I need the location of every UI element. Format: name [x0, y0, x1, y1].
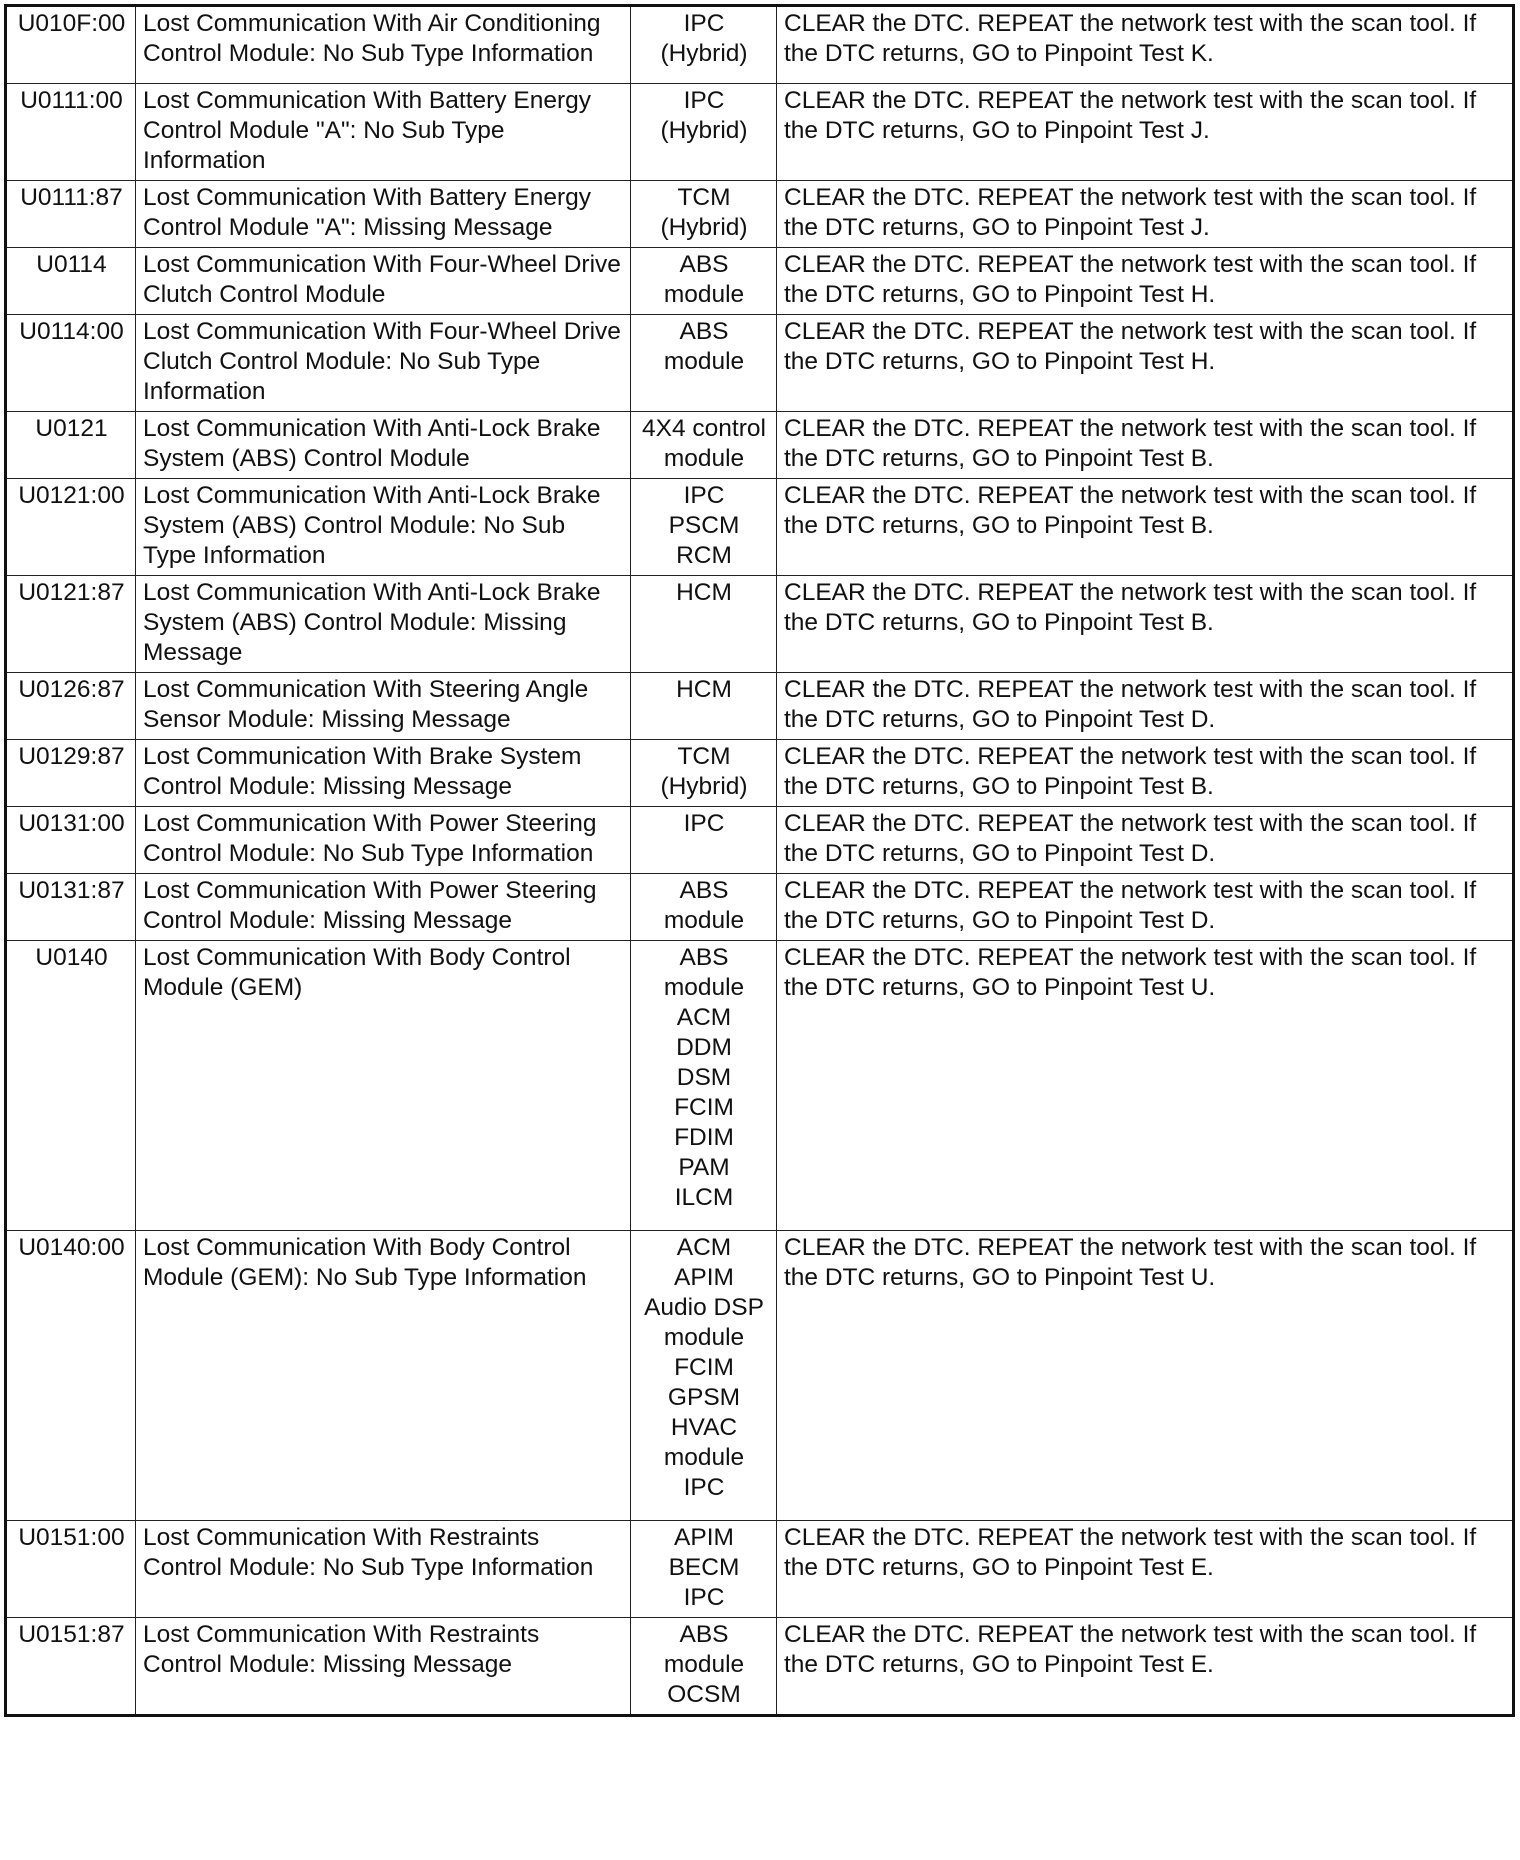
dtc-description: Lost Communication With Restraints Control Module: Missing Message: [136, 1618, 631, 1716]
module-name: ABS: [679, 318, 729, 345]
table-row: [6, 6, 1514, 84]
setting-modules: [631, 315, 777, 412]
module-name: ACM: [676, 1234, 732, 1261]
table-row: [6, 181, 1514, 248]
dtc-description: Lost Communication With Brake System Control Module: Missing Message: [136, 740, 631, 807]
setting-modules: [631, 412, 777, 479]
table-row: [6, 576, 1514, 673]
setting-modules: [631, 181, 777, 248]
table-row: [6, 315, 1514, 412]
dtc-description: Lost Communication With Restraints Control Module: No Sub Type Information: [136, 1521, 631, 1618]
dtc-code: U0151:00: [6, 1521, 136, 1618]
module-name: GPSM: [667, 1384, 741, 1411]
module-name: IPC: [683, 1474, 725, 1501]
table-row: [6, 248, 1514, 315]
dtc-code: U010F:00: [6, 6, 136, 84]
module-name: PSCM: [668, 512, 740, 539]
table-row: [6, 807, 1514, 874]
setting-modules: [631, 807, 777, 874]
dtc-code: U0121: [6, 412, 136, 479]
dtc-code: U0131:00: [6, 807, 136, 874]
dtc-code: U0111:00: [6, 84, 136, 181]
dtc-action: CLEAR the DTC. REPEAT the network test with the scan tool. If the DTC returns, GO to Pinpoint Test J.: [777, 84, 1514, 181]
module-name: (Hybrid): [660, 40, 748, 67]
module-name: ACM: [676, 1004, 732, 1031]
module-name: ABS: [679, 877, 729, 904]
module-name: ABS: [679, 1621, 729, 1648]
module-name: APIM: [674, 1524, 734, 1551]
dtc-table: [4, 4, 1515, 1717]
table-row: [6, 1521, 1514, 1618]
table-row: [6, 740, 1514, 807]
module-name: module: [663, 348, 745, 375]
dtc-action: CLEAR the DTC. REPEAT the network test with the scan tool. If the DTC returns, GO to Pinpoint Test D.: [777, 874, 1514, 941]
module-name: ILCM: [674, 1184, 734, 1211]
dtc-description: Lost Communication With Steering Angle Sensor Module: Missing Message: [136, 673, 631, 740]
setting-modules: [631, 673, 777, 740]
dtc-action: CLEAR the DTC. REPEAT the network test with the scan tool. If the DTC returns, GO to Pinpoint Test H.: [777, 315, 1514, 412]
dtc-description: Lost Communication With Body Control Module (GEM): [136, 941, 631, 1231]
dtc-action: CLEAR the DTC. REPEAT the network test with the scan tool. If the DTC returns, GO to Pinpoint Test K.: [777, 6, 1514, 84]
module-name: DDM: [676, 1034, 732, 1061]
module-name: ABS: [679, 944, 729, 971]
table-row: [6, 1618, 1514, 1716]
dtc-code: U0140:00: [6, 1231, 136, 1521]
setting-modules: [631, 1521, 777, 1618]
module-name: IPC: [683, 1584, 725, 1611]
dtc-code: U0129:87: [6, 740, 136, 807]
setting-modules: [631, 576, 777, 673]
dtc-action: CLEAR the DTC. REPEAT the network test with the scan tool. If the DTC returns, GO to Pinpoint Test B.: [777, 479, 1514, 576]
setting-modules: [631, 1618, 777, 1716]
dtc-description: Lost Communication With Four-Wheel Drive Clutch Control Module: [136, 248, 631, 315]
module-name: PAM: [678, 1154, 730, 1181]
dtc-description: Lost Communication With Battery Energy Control Module "A": Missing Message: [136, 181, 631, 248]
dtc-description: Lost Communication With Four-Wheel Drive Clutch Control Module: No Sub Type Information: [136, 315, 631, 412]
dtc-code: U0114:00: [6, 315, 136, 412]
module-name: FCIM: [674, 1354, 734, 1381]
dtc-action: CLEAR the DTC. REPEAT the network test with the scan tool. If the DTC returns, GO to Pinpoint Test E.: [777, 1618, 1514, 1716]
module-name: module: [663, 974, 745, 1001]
module-name: IPC: [683, 810, 725, 837]
dtc-code: U0140: [6, 941, 136, 1231]
setting-modules: [631, 874, 777, 941]
module-name: HCM: [676, 579, 732, 606]
dtc-code: U0126:87: [6, 673, 136, 740]
dtc-action: CLEAR the DTC. REPEAT the network test with the scan tool. If the DTC returns, GO to Pinpoint Test E.: [777, 1521, 1514, 1618]
dtc-action: CLEAR the DTC. REPEAT the network test with the scan tool. If the DTC returns, GO to Pinpoint Test B.: [777, 576, 1514, 673]
dtc-action: CLEAR the DTC. REPEAT the network test with the scan tool. If the DTC returns, GO to Pinpoint Test U.: [777, 941, 1514, 1231]
module-name: module: [663, 281, 745, 308]
table-row: [6, 84, 1514, 181]
setting-modules: [631, 479, 777, 576]
dtc-action: CLEAR the DTC. REPEAT the network test with the scan tool. If the DTC returns, GO to Pinpoint Test D.: [777, 807, 1514, 874]
dtc-action: CLEAR the DTC. REPEAT the network test with the scan tool. If the DTC returns, GO to Pinpoint Test J.: [777, 181, 1514, 248]
dtc-action: CLEAR the DTC. REPEAT the network test with the scan tool. If the DTC returns, GO to Pinpoint Test U.: [777, 1231, 1514, 1521]
module-name: TCM: [677, 184, 731, 211]
table-row: [6, 479, 1514, 576]
dtc-description: Lost Communication With Anti-Lock Brake System (ABS) Control Module: Missing Message: [136, 576, 631, 673]
dtc-table-body: [6, 6, 1514, 1716]
module-name: (Hybrid): [660, 773, 748, 800]
setting-modules: [631, 84, 777, 181]
dtc-code: U0121:87: [6, 576, 136, 673]
module-name: (Hybrid): [660, 214, 748, 241]
module-name: OCSM: [667, 1681, 741, 1708]
setting-modules: [631, 248, 777, 315]
module-name: TCM: [677, 743, 731, 770]
dtc-action: CLEAR the DTC. REPEAT the network test with the scan tool. If the DTC returns, GO to Pinpoint Test H.: [777, 248, 1514, 315]
table-row: [6, 673, 1514, 740]
setting-modules: [631, 740, 777, 807]
module-name: Audio DSP: [644, 1294, 764, 1321]
module-name: module: [663, 1324, 745, 1351]
dtc-description: Lost Communication With Anti-Lock Brake System (ABS) Control Module: No Sub Type Information: [136, 479, 631, 576]
module-name: DSM: [676, 1064, 732, 1091]
module-name: IPC: [683, 482, 725, 509]
module-name: HCM: [676, 676, 732, 703]
dtc-code: U0114: [6, 248, 136, 315]
dtc-description: Lost Communication With Body Control Module (GEM): No Sub Type Information: [136, 1231, 631, 1521]
dtc-code: U0131:87: [6, 874, 136, 941]
module-name: RCM: [676, 542, 732, 569]
dtc-description: Lost Communication With Anti-Lock Brake System (ABS) Control Module: [136, 412, 631, 479]
setting-modules: [631, 941, 777, 1231]
module-name: module: [663, 1444, 745, 1471]
module-name: FCIM: [674, 1094, 734, 1121]
dtc-action: CLEAR the DTC. REPEAT the network test with the scan tool. If the DTC returns, GO to Pinpoint Test B.: [777, 412, 1514, 479]
module-name: ABS: [679, 251, 729, 278]
table-row: [6, 874, 1514, 941]
module-name: module: [663, 907, 745, 934]
setting-modules: [631, 6, 777, 84]
dtc-description: Lost Communication With Power Steering Control Module: No Sub Type Information: [136, 807, 631, 874]
module-name: module: [663, 445, 745, 472]
module-name: BECM: [668, 1554, 740, 1581]
table-row: [6, 941, 1514, 1231]
table-row: [6, 1231, 1514, 1521]
dtc-code: U0111:87: [6, 181, 136, 248]
module-name: IPC: [683, 87, 725, 114]
module-name: IPC: [683, 10, 725, 37]
module-name: HVAC: [670, 1414, 738, 1441]
module-name: FDIM: [674, 1124, 734, 1151]
dtc-action: CLEAR the DTC. REPEAT the network test with the scan tool. If the DTC returns, GO to Pinpoint Test B.: [777, 740, 1514, 807]
dtc-code: U0121:00: [6, 479, 136, 576]
dtc-description: Lost Communication With Battery Energy Control Module "A": No Sub Type Information: [136, 84, 631, 181]
table-row: [6, 412, 1514, 479]
setting-modules: [631, 1231, 777, 1521]
dtc-code: U0151:87: [6, 1618, 136, 1716]
module-name: (Hybrid): [660, 117, 748, 144]
dtc-action: CLEAR the DTC. REPEAT the network test with the scan tool. If the DTC returns, GO to Pinpoint Test D.: [777, 673, 1514, 740]
module-name: APIM: [674, 1264, 734, 1291]
module-name: module: [663, 1651, 745, 1678]
dtc-description: Lost Communication With Air Conditioning Control Module: No Sub Type Information: [136, 6, 631, 84]
module-name: 4X4 control: [642, 415, 766, 442]
dtc-description: Lost Communication With Power Steering Control Module: Missing Message: [136, 874, 631, 941]
